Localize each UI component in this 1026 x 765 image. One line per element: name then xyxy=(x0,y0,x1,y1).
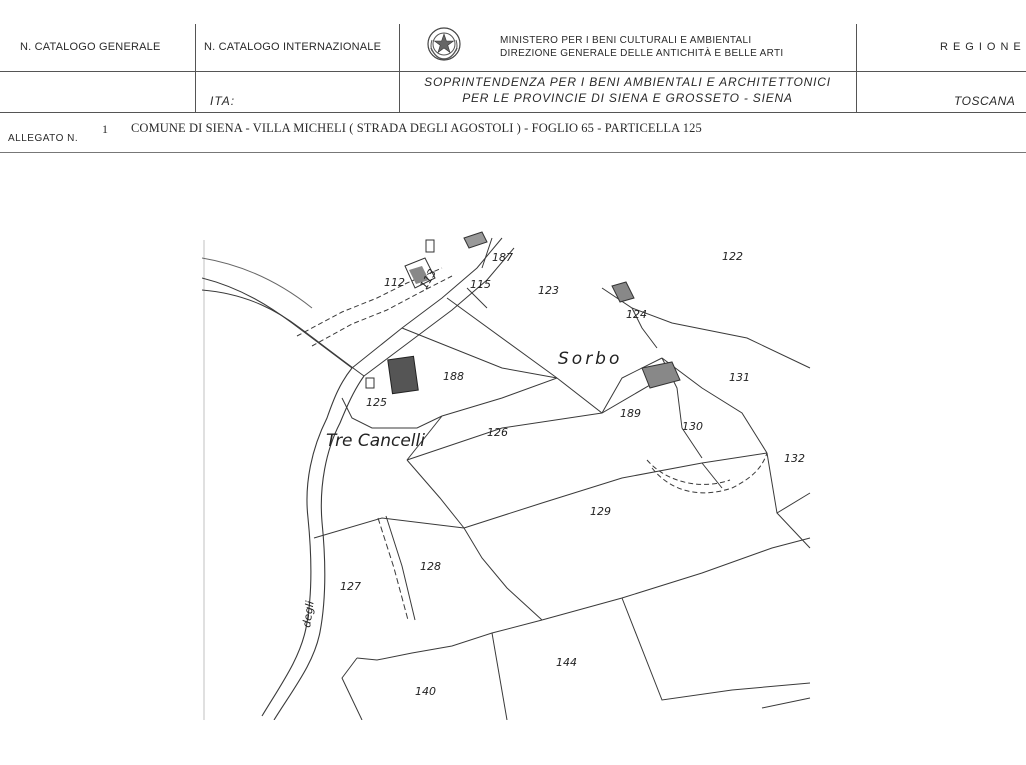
soprintendenza-heading xyxy=(400,74,855,106)
header-divider-3 xyxy=(856,24,857,112)
regione-label: REGIONE xyxy=(940,41,1026,53)
ita-label: ITA: xyxy=(210,94,236,108)
ministero-line-1: MINISTERO PER I BENI CULTURALI E AMBIENTALI xyxy=(500,35,752,46)
parcel-128: 128 xyxy=(420,560,441,573)
header-rule-middle xyxy=(0,112,1026,113)
italian-republic-emblem-icon xyxy=(426,26,462,62)
villa-micheli-building xyxy=(388,356,418,393)
building-sorbo-icon xyxy=(642,362,680,388)
parcel-188: 188 xyxy=(443,370,464,383)
parcel-127: 127 xyxy=(340,580,361,593)
cadastral-map-drawing xyxy=(202,228,812,720)
cadastral-map xyxy=(202,228,812,720)
soprintendenza-line-1: SOPRINTENDENZA PER I BENI AMBIENTALI E ARCHITETTONICI xyxy=(424,75,831,89)
regione-value: TOSCANA xyxy=(954,94,1016,108)
place-tre-cancelli: Tre Cancelli xyxy=(326,431,425,451)
allegato-label: ALLEGATO N. xyxy=(8,133,79,144)
allegato-description: COMUNE DI SIENA - VILLA MICHELI ( STRADA DEGLI AGOSTOLI ) - FOGLIO 65 - PARTICELLA 125 xyxy=(131,121,702,135)
parcel-115: 115 xyxy=(470,278,491,291)
ministero-heading xyxy=(500,34,820,60)
header-rule-bottom xyxy=(0,152,1026,153)
allegato-number: 1 xyxy=(102,122,109,136)
parcel-126: 126 xyxy=(487,426,508,439)
catalog-header xyxy=(0,0,1026,160)
parcel-131: 131 xyxy=(729,371,750,384)
parcel-130: 130 xyxy=(682,420,703,433)
parcel-129: 129 xyxy=(590,505,611,518)
parcel-140: 140 xyxy=(415,685,436,698)
parcel-187: 187 xyxy=(492,251,513,264)
parcel-189: 189 xyxy=(620,407,641,420)
soprintendenza-line-2: PER LE PROVINCIE DI SIENA E GROSSETO - SIENA xyxy=(462,91,793,105)
road-label: degli xyxy=(300,600,317,629)
parcel-labels xyxy=(340,250,805,698)
header-rule-top xyxy=(0,71,1026,72)
place-sorbo: Sorbo xyxy=(558,349,623,369)
header-divider-1 xyxy=(195,24,196,112)
building-124-icon xyxy=(612,282,634,302)
outbuilding-icon xyxy=(366,378,374,388)
catalogo-internazionale-label: N. CATALOGO INTERNAZIONALE xyxy=(204,41,382,53)
parcel-122: 122 xyxy=(722,250,743,263)
catalogo-generale-label: N. CATALOGO GENERALE xyxy=(20,41,161,53)
building-small-top-icon xyxy=(426,240,434,252)
parcel-144: 144 xyxy=(556,656,577,669)
building-187-icon xyxy=(464,232,487,248)
parcel-132: 132 xyxy=(784,452,805,465)
parcel-125: 125 xyxy=(366,396,387,409)
parcel-113: 113 xyxy=(417,266,440,292)
parcel-123: 123 xyxy=(538,284,559,297)
ministero-line-2: DIREZIONE GENERALE DELLE ANTICHITÀ E BELLE ARTI xyxy=(500,48,784,59)
parcel-112: 112 xyxy=(384,276,405,289)
parcel-124: 124 xyxy=(626,308,647,321)
